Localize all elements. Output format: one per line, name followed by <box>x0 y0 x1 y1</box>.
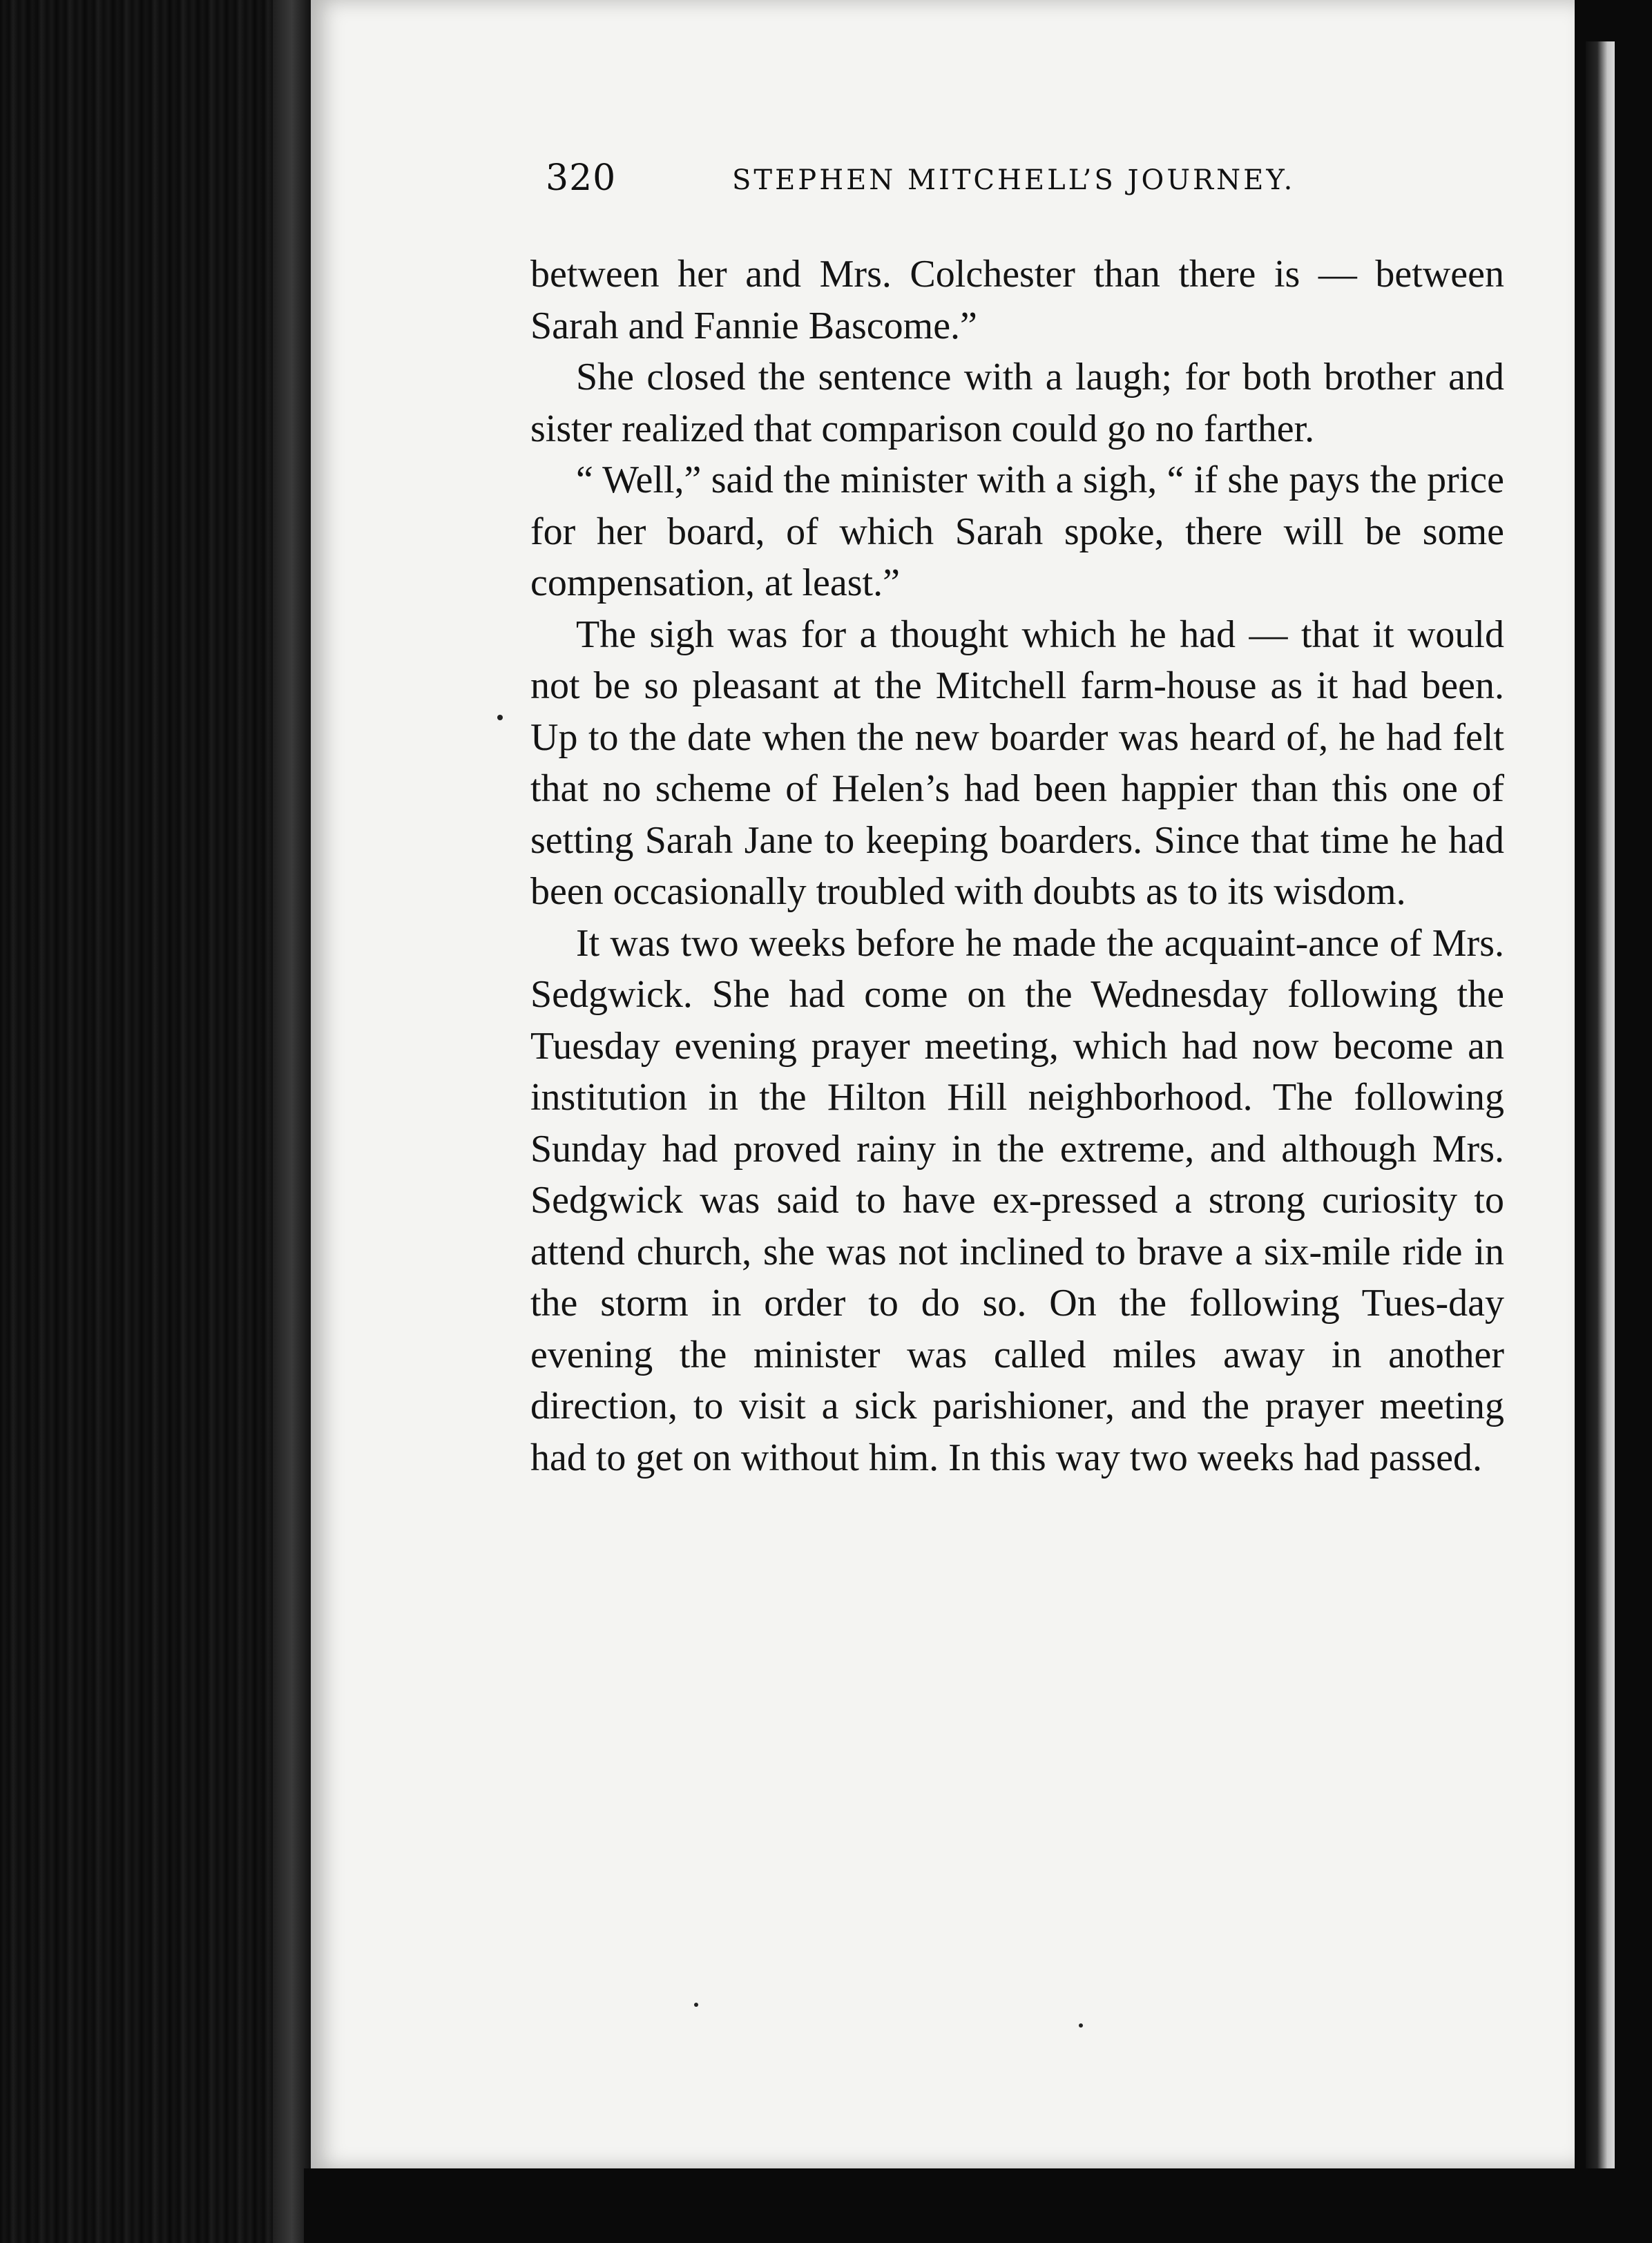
page-header <box>546 157 1347 206</box>
ink-speck <box>694 2003 698 2007</box>
page-number: 320 <box>546 157 617 199</box>
ink-speck <box>1079 2023 1083 2028</box>
paragraph: between her and Mrs. Colchester than there is — between Sarah and Fannie Bascome.” <box>530 253 1504 347</box>
body-text <box>530 249 1504 1483</box>
paragraph: “ Well,” said the minister with a sigh, “ if she pays the price for her board, of which Sarah spoke, there will be some compensation, at least.” <box>530 459 1504 604</box>
running-title: STEPHEN MITCHELL’S JOURNEY. <box>732 164 1296 196</box>
ink-speck <box>497 715 503 720</box>
paragraph: The sigh was for a thought which he had — that it would not be so pleasant at the Mitchell farm-house as it had been. Up to the date when the new boarder was heard of, he had felt that no scheme of Helen’s had been happier than this one of setting Sarah Jane to keeping boarders. Since that time he had been occasionally troubled with doubts as to its wisdom. <box>530 613 1504 913</box>
paragraph: It was two weeks before he made the acquaint-ance of Mrs. Sedgwick. She had come on the Wednesday following the Tuesday evening prayer meeting, which had now become an institution in the Hilton Hill neighborhood. The following Sunday had proved rainy in the extreme, and although Mrs. Sedgwick was said to have ex-pressed a strong curiosity to attend church, she was not inclined to brave a six-mile ride in the storm in order to do so. On the following Tues-day evening the minister was called miles away in another direction, to visit a sick parishioner, and the prayer meeting had to get on without him. In this way two weeks had passed. <box>530 921 1504 1479</box>
bottom-margin-dark <box>304 2168 1652 2243</box>
paragraph: She closed the sentence with a laugh; for both brother and sister realized that comparison could go no farther. <box>530 356 1504 450</box>
spine-edge <box>273 0 311 2243</box>
book-spine <box>0 0 304 2243</box>
next-page-edge <box>1586 41 1615 2168</box>
